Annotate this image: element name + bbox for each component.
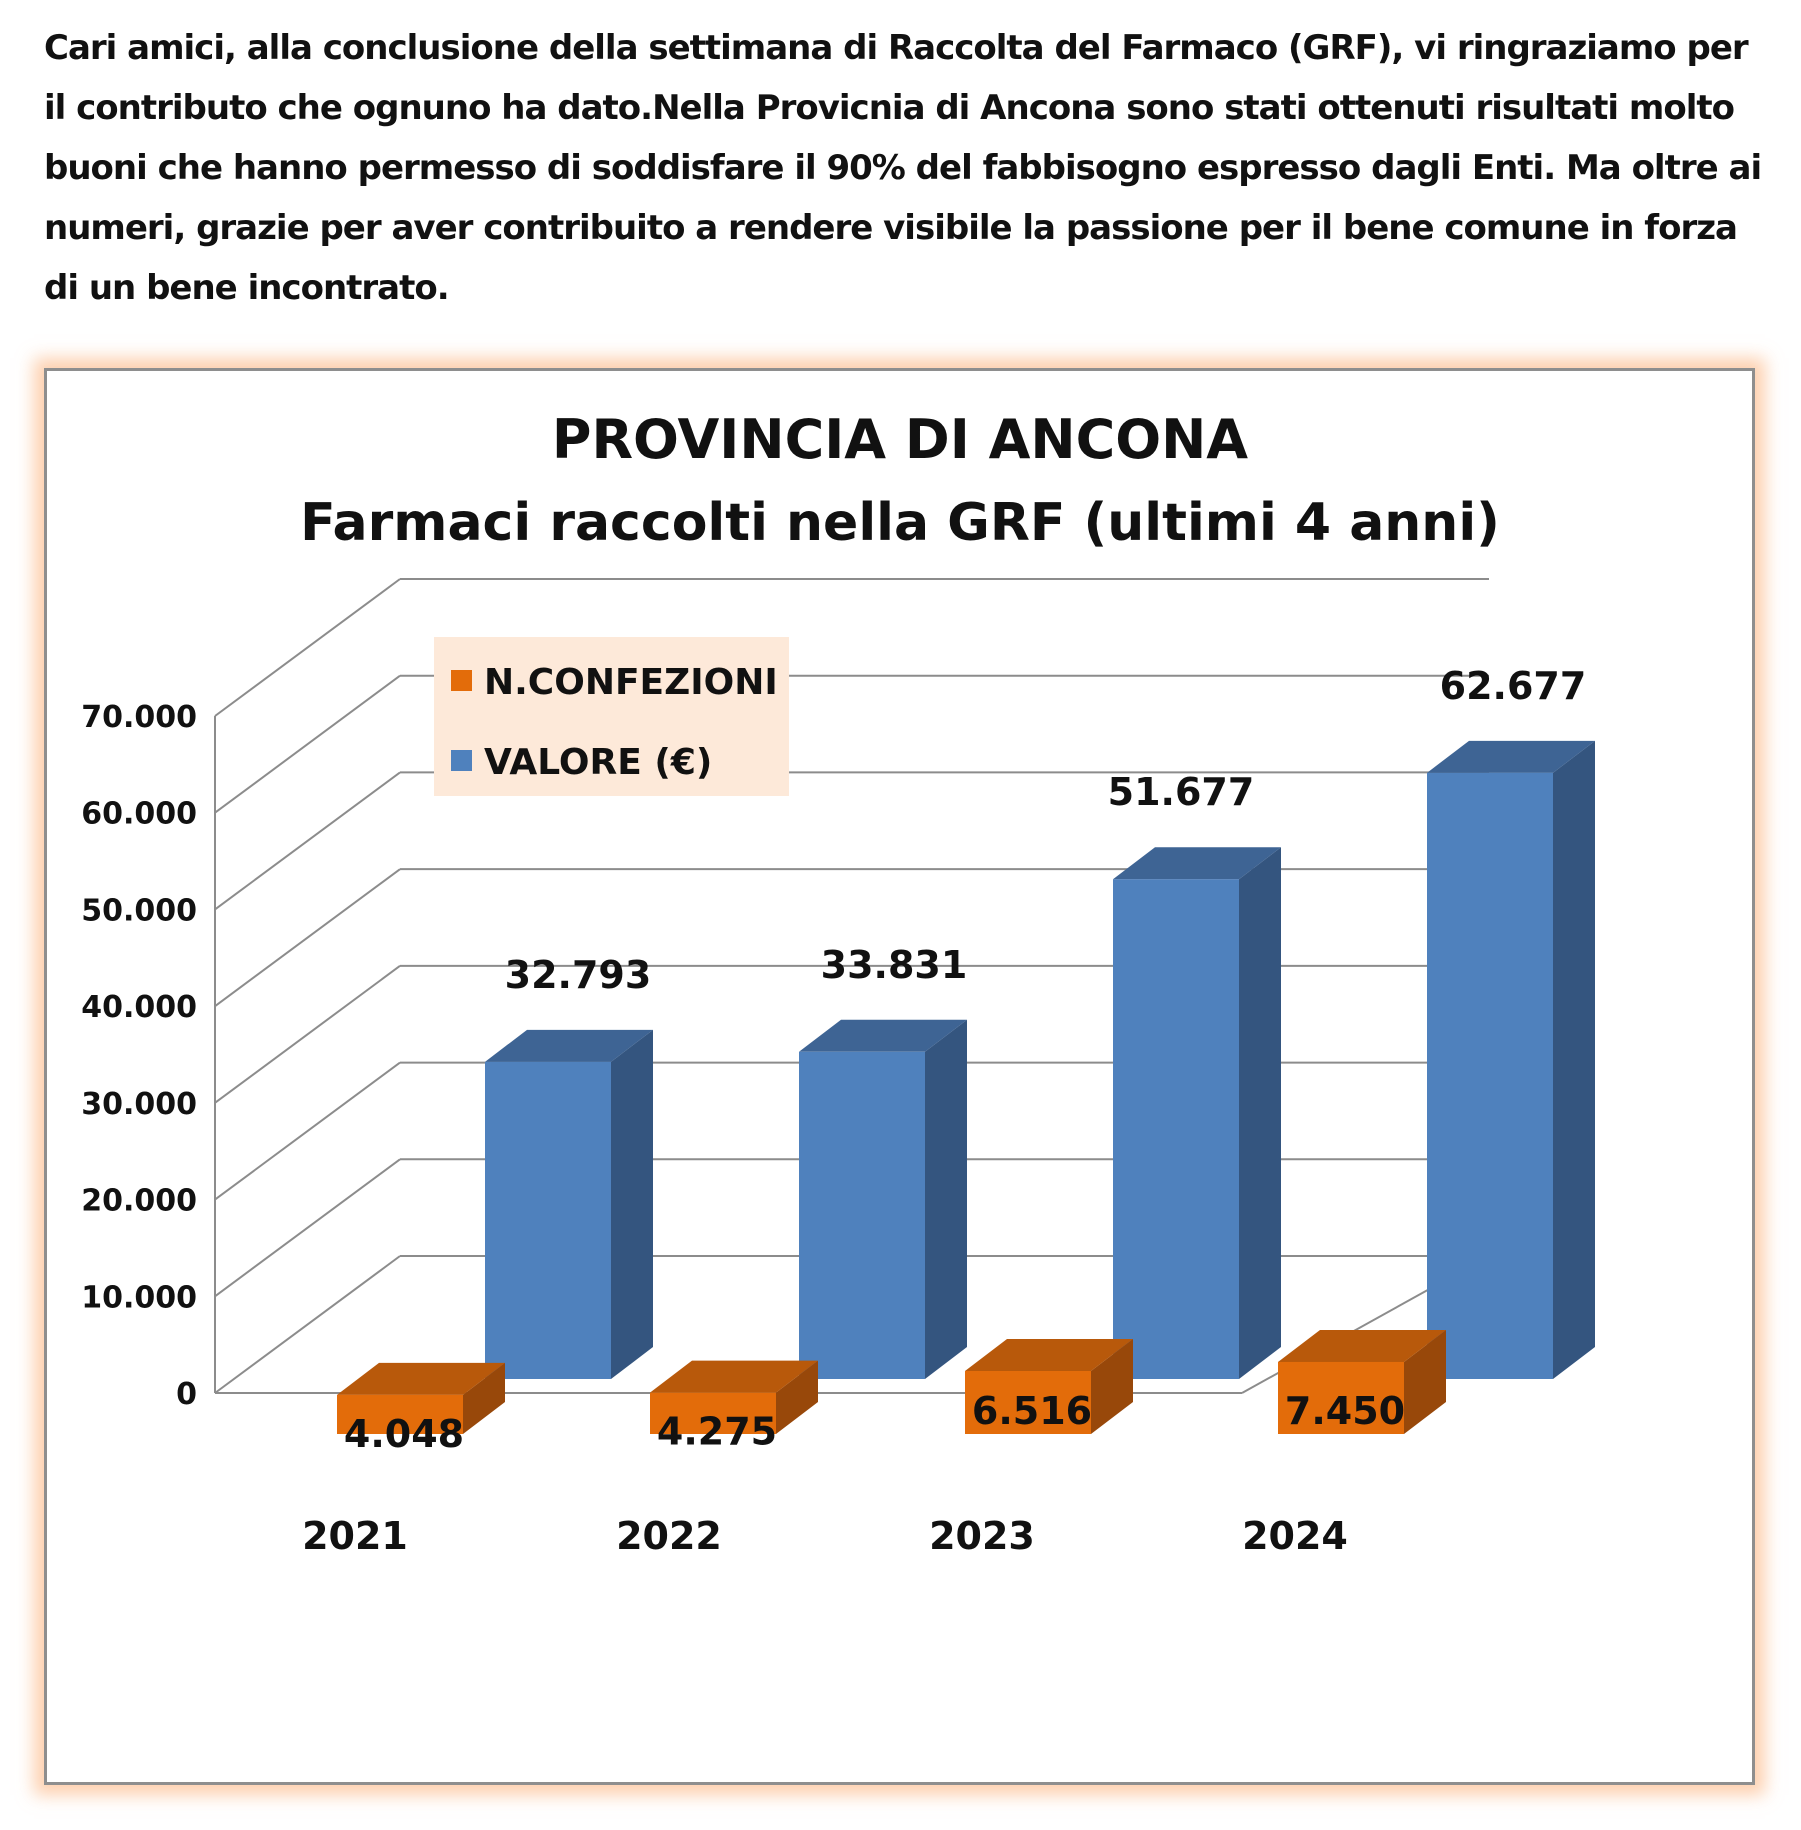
intro-text: Cari amici, alla conclusione della settimana di Raccolta del Farmaco (GRF), vi ringraziamo per il contributo che ognuno ha dato.Nella Provicnia di Ancona sono stati ottenuti risultati molto buoni che hanno permesso di soddisfare il 90% del fabbisogno espresso dagli Enti. Ma oltre ai numeri, grazie per aver contribuito a rendere visibile la passione per il bene comune in forza di un bene incontrato.	[44, 28, 1762, 308]
chart-bars	[337, 741, 1595, 1434]
valore-bar-side	[925, 1020, 967, 1379]
y-tick-label: 50.000	[81, 893, 197, 929]
chart-legend	[434, 637, 789, 796]
valore-data-label: 32.793	[504, 952, 652, 997]
chart-title: PROVINCIA DI ANCONA	[551, 408, 1249, 471]
confezioni-data-label: 7.450	[1284, 1389, 1406, 1433]
valore-bar-side	[1239, 847, 1281, 1379]
chart-svg	[47, 371, 1752, 1782]
y-tick-label: 40.000	[81, 990, 197, 1026]
chart-subtitle: Farmaci raccolti nella GRF (ultimi 4 anni)	[300, 493, 1500, 553]
valore-data-label: 51.677	[1107, 770, 1255, 815]
legend-swatch-confezioni	[451, 670, 472, 691]
valore-data-label: 62.677	[1439, 663, 1587, 708]
confezioni-data-label: 6.516	[971, 1389, 1093, 1433]
valore-bar	[799, 1052, 925, 1379]
x-tick-label: 2022	[616, 1514, 722, 1558]
y-tick-label: 30.000	[81, 1086, 197, 1122]
x-tick-label: 2023	[929, 1514, 1035, 1558]
y-tick-label: 20.000	[81, 1183, 197, 1219]
y-tick-label: 0	[176, 1377, 197, 1412]
y-tick-label: 70.000	[81, 700, 197, 735]
y-tick-label: 60.000	[81, 796, 197, 832]
valore-bar-side	[1553, 741, 1595, 1379]
y-tick-label: 10.000	[81, 1280, 197, 1316]
x-tick-label: 2021	[302, 1514, 408, 1558]
valore-bar	[1113, 879, 1239, 1379]
valore-data-label: 33.831	[820, 942, 968, 987]
valore-bar-side	[611, 1030, 653, 1379]
valore-bar	[1427, 773, 1553, 1379]
valore-bar	[485, 1062, 611, 1379]
chart-frame	[44, 368, 1755, 1785]
legend-swatch-valore	[451, 750, 472, 771]
confezioni-data-label: 4.048	[343, 1411, 465, 1456]
x-tick-label: 2024	[1242, 1514, 1348, 1558]
legend-label-confezioni: N.CONFEZIONI	[484, 662, 778, 703]
confezioni-data-label: 4.275	[656, 1409, 778, 1454]
legend-label-valore: VALORE (€)	[484, 742, 713, 783]
